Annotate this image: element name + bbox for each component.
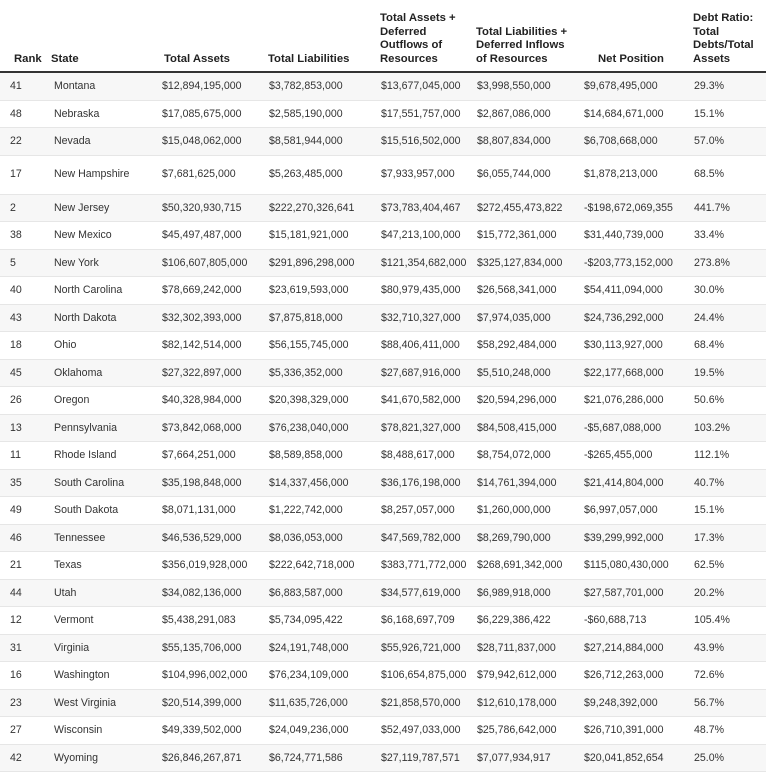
- header-net-position[interactable]: Net Position: [578, 0, 688, 72]
- cell-total-assets: $49,339,502,000: [156, 717, 263, 745]
- cell-total-assets-deferred: $32,710,327,000: [375, 304, 471, 332]
- cell-total-assets-deferred: $21,858,570,000: [375, 689, 471, 717]
- cell-total-liabilities-deferred: $8,269,790,000: [471, 524, 578, 552]
- cell-total-assets: $7,681,625,000: [156, 155, 263, 194]
- cell-state: Ohio: [46, 332, 156, 360]
- cell-total-liabilities: $15,181,921,000: [263, 222, 375, 250]
- cell-total-liabilities-deferred: $28,711,837,000: [471, 634, 578, 662]
- cell-total-liabilities: $20,398,329,000: [263, 387, 375, 415]
- cell-debt-ratio: 441.7%: [688, 194, 766, 222]
- table-row: [0, 744, 766, 772]
- cell-state: Wisconsin: [46, 717, 156, 745]
- cell-total-liabilities-deferred: $7,974,035,000: [471, 304, 578, 332]
- cell-net-position: $9,678,495,000: [578, 72, 688, 100]
- cell-state: Vermont: [46, 607, 156, 635]
- table-row: [0, 277, 766, 305]
- cell-net-position: $31,440,739,000: [578, 222, 688, 250]
- cell-total-assets: $82,142,514,000: [156, 332, 263, 360]
- cell-total-liabilities-deferred: $20,594,296,000: [471, 387, 578, 415]
- table-body: [0, 72, 766, 772]
- cell-state: West Virginia: [46, 689, 156, 717]
- cell-debt-ratio: 33.4%: [688, 222, 766, 250]
- header-debt-ratio[interactable]: Debt Ratio: Total Debts/Total Assets: [688, 0, 766, 72]
- cell-total-assets: $12,894,195,000: [156, 72, 263, 100]
- cell-total-liabilities-deferred: $8,807,834,000: [471, 128, 578, 156]
- cell-debt-ratio: 40.7%: [688, 469, 766, 497]
- cell-total-liabilities: $3,782,853,000: [263, 72, 375, 100]
- cell-total-assets-deferred: $8,488,617,000: [375, 442, 471, 470]
- cell-total-liabilities-deferred: $2,867,086,000: [471, 100, 578, 128]
- cell-rank: 38: [0, 222, 46, 250]
- cell-total-liabilities: $76,234,109,000: [263, 662, 375, 690]
- cell-total-liabilities: $7,875,818,000: [263, 304, 375, 332]
- cell-net-position: -$60,688,713: [578, 607, 688, 635]
- cell-total-assets-deferred: $34,577,619,000: [375, 579, 471, 607]
- cell-total-assets-deferred: $47,569,782,000: [375, 524, 471, 552]
- cell-total-assets-deferred: $78,821,327,000: [375, 414, 471, 442]
- table-row: [0, 128, 766, 156]
- cell-net-position: -$203,773,152,000: [578, 249, 688, 277]
- cell-debt-ratio: 105.4%: [688, 607, 766, 635]
- cell-total-liabilities-deferred: $26,568,341,000: [471, 277, 578, 305]
- cell-net-position: $6,997,057,000: [578, 497, 688, 525]
- cell-debt-ratio: 56.7%: [688, 689, 766, 717]
- cell-state: Washington: [46, 662, 156, 690]
- table-header: [0, 0, 766, 72]
- cell-debt-ratio: 72.6%: [688, 662, 766, 690]
- cell-total-liabilities: $8,589,858,000: [263, 442, 375, 470]
- cell-debt-ratio: 112.1%: [688, 442, 766, 470]
- cell-state: Montana: [46, 72, 156, 100]
- cell-total-assets: $35,198,848,000: [156, 469, 263, 497]
- cell-net-position: $27,587,701,000: [578, 579, 688, 607]
- cell-total-assets: $55,135,706,000: [156, 634, 263, 662]
- cell-rank: 49: [0, 497, 46, 525]
- cell-state: Virginia: [46, 634, 156, 662]
- cell-rank: 17: [0, 155, 46, 194]
- cell-total-liabilities: $5,263,485,000: [263, 155, 375, 194]
- cell-total-assets-deferred: $80,979,435,000: [375, 277, 471, 305]
- cell-total-liabilities: $24,049,236,000: [263, 717, 375, 745]
- cell-state: Tennessee: [46, 524, 156, 552]
- table-row: [0, 414, 766, 442]
- table-row: [0, 607, 766, 635]
- cell-total-liabilities: $56,155,745,000: [263, 332, 375, 360]
- cell-total-liabilities: $222,270,326,641: [263, 194, 375, 222]
- cell-debt-ratio: 25.0%: [688, 744, 766, 772]
- cell-total-assets: $78,669,242,000: [156, 277, 263, 305]
- cell-total-liabilities-deferred: $325,127,834,000: [471, 249, 578, 277]
- cell-total-liabilities-deferred: $25,786,642,000: [471, 717, 578, 745]
- table-row: [0, 359, 766, 387]
- cell-state: South Carolina: [46, 469, 156, 497]
- cell-total-liabilities-deferred: $268,691,342,000: [471, 552, 578, 580]
- cell-total-assets: $17,085,675,000: [156, 100, 263, 128]
- cell-debt-ratio: 15.1%: [688, 497, 766, 525]
- cell-total-liabilities-deferred: $272,455,473,822: [471, 194, 578, 222]
- cell-debt-ratio: 57.0%: [688, 128, 766, 156]
- cell-net-position: $26,712,263,000: [578, 662, 688, 690]
- cell-total-assets: $356,019,928,000: [156, 552, 263, 580]
- cell-total-liabilities-deferred: $79,942,612,000: [471, 662, 578, 690]
- cell-total-assets: $34,082,136,000: [156, 579, 263, 607]
- cell-rank: 5: [0, 249, 46, 277]
- cell-state: Oklahoma: [46, 359, 156, 387]
- cell-total-assets: $73,842,068,000: [156, 414, 263, 442]
- header-state[interactable]: State: [46, 0, 156, 72]
- cell-net-position: $20,041,852,654: [578, 744, 688, 772]
- cell-rank: 22: [0, 128, 46, 156]
- header-total-liabilities-deferred[interactable]: Total Liabilities + Deferred Inflows of Resources: [471, 0, 578, 72]
- table-row: [0, 689, 766, 717]
- cell-debt-ratio: 20.2%: [688, 579, 766, 607]
- cell-total-liabilities: $5,336,352,000: [263, 359, 375, 387]
- cell-state: New York: [46, 249, 156, 277]
- cell-total-assets-deferred: $41,670,582,000: [375, 387, 471, 415]
- cell-total-assets: $5,438,291,083: [156, 607, 263, 635]
- cell-total-liabilities-deferred: $14,761,394,000: [471, 469, 578, 497]
- cell-net-position: $9,248,392,000: [578, 689, 688, 717]
- cell-total-assets-deferred: $27,687,916,000: [375, 359, 471, 387]
- table-row: [0, 155, 766, 194]
- table-row: [0, 304, 766, 332]
- header-total-assets[interactable]: Total Assets: [156, 0, 263, 72]
- cell-total-assets: $27,322,897,000: [156, 359, 263, 387]
- cell-total-assets-deferred: $8,257,057,000: [375, 497, 471, 525]
- cell-rank: 11: [0, 442, 46, 470]
- cell-rank: 41: [0, 72, 46, 100]
- cell-net-position: $54,411,094,000: [578, 277, 688, 305]
- cell-state: Pennsylvania: [46, 414, 156, 442]
- cell-net-position: -$198,672,069,355: [578, 194, 688, 222]
- cell-total-liabilities: $14,337,456,000: [263, 469, 375, 497]
- cell-rank: 18: [0, 332, 46, 360]
- cell-total-assets: $7,664,251,000: [156, 442, 263, 470]
- table-row: [0, 387, 766, 415]
- cell-total-liabilities-deferred: $7,077,934,917: [471, 744, 578, 772]
- cell-total-assets-deferred: $17,551,757,000: [375, 100, 471, 128]
- header-rank[interactable]: Rank: [0, 0, 46, 72]
- header-row: [0, 0, 766, 72]
- cell-state: New Jersey: [46, 194, 156, 222]
- cell-total-assets-deferred: $7,933,957,000: [375, 155, 471, 194]
- cell-debt-ratio: 48.7%: [688, 717, 766, 745]
- cell-total-liabilities-deferred: $58,292,484,000: [471, 332, 578, 360]
- cell-net-position: $24,736,292,000: [578, 304, 688, 332]
- cell-total-liabilities-deferred: $84,508,415,000: [471, 414, 578, 442]
- cell-total-assets: $32,302,393,000: [156, 304, 263, 332]
- cell-rank: 21: [0, 552, 46, 580]
- cell-total-assets-deferred: $6,168,697,709: [375, 607, 471, 635]
- cell-total-assets: $46,536,529,000: [156, 524, 263, 552]
- cell-total-liabilities-deferred: $6,229,386,422: [471, 607, 578, 635]
- cell-net-position: $6,708,668,000: [578, 128, 688, 156]
- table-row: [0, 72, 766, 100]
- cell-rank: 27: [0, 717, 46, 745]
- cell-total-liabilities: $24,191,748,000: [263, 634, 375, 662]
- cell-total-assets-deferred: $47,213,100,000: [375, 222, 471, 250]
- cell-net-position: $1,878,213,000: [578, 155, 688, 194]
- table-row: [0, 194, 766, 222]
- cell-rank: 45: [0, 359, 46, 387]
- header-total-liabilities[interactable]: Total Liabilities: [263, 0, 375, 72]
- cell-total-assets: $20,514,399,000: [156, 689, 263, 717]
- cell-total-assets-deferred: $52,497,033,000: [375, 717, 471, 745]
- cell-debt-ratio: 30.0%: [688, 277, 766, 305]
- table-row: [0, 634, 766, 662]
- table-row: [0, 524, 766, 552]
- table-row: [0, 332, 766, 360]
- cell-total-assets-deferred: $55,926,721,000: [375, 634, 471, 662]
- cell-net-position: -$265,455,000: [578, 442, 688, 470]
- cell-total-liabilities: $23,619,593,000: [263, 277, 375, 305]
- cell-debt-ratio: 273.8%: [688, 249, 766, 277]
- cell-total-liabilities: $1,222,742,000: [263, 497, 375, 525]
- cell-total-liabilities: $6,724,771,586: [263, 744, 375, 772]
- cell-total-liabilities: $76,238,040,000: [263, 414, 375, 442]
- table-row: [0, 222, 766, 250]
- cell-rank: 43: [0, 304, 46, 332]
- cell-net-position: $115,080,430,000: [578, 552, 688, 580]
- cell-net-position: -$5,687,088,000: [578, 414, 688, 442]
- table-row: [0, 717, 766, 745]
- cell-total-liabilities: $11,635,726,000: [263, 689, 375, 717]
- table-row: [0, 662, 766, 690]
- cell-rank: 46: [0, 524, 46, 552]
- cell-debt-ratio: 68.4%: [688, 332, 766, 360]
- cell-total-liabilities: $2,585,190,000: [263, 100, 375, 128]
- cell-total-liabilities: $5,734,095,422: [263, 607, 375, 635]
- cell-rank: 40: [0, 277, 46, 305]
- cell-total-assets-deferred: $106,654,875,000: [375, 662, 471, 690]
- table-row: [0, 100, 766, 128]
- header-total-assets-deferred[interactable]: Total Assets + Deferred Outflows of Resources: [375, 0, 471, 72]
- cell-total-liabilities: $222,642,718,000: [263, 552, 375, 580]
- cell-total-assets: $40,328,984,000: [156, 387, 263, 415]
- cell-state: Oregon: [46, 387, 156, 415]
- cell-net-position: $26,710,391,000: [578, 717, 688, 745]
- cell-debt-ratio: 15.1%: [688, 100, 766, 128]
- cell-total-liabilities: $8,036,053,000: [263, 524, 375, 552]
- cell-state: Rhode Island: [46, 442, 156, 470]
- cell-total-liabilities: $8,581,944,000: [263, 128, 375, 156]
- cell-rank: 35: [0, 469, 46, 497]
- cell-total-assets-deferred: $73,783,404,467: [375, 194, 471, 222]
- cell-net-position: $39,299,992,000: [578, 524, 688, 552]
- cell-total-assets-deferred: $121,354,682,000: [375, 249, 471, 277]
- cell-total-liabilities-deferred: $12,610,178,000: [471, 689, 578, 717]
- cell-rank: 13: [0, 414, 46, 442]
- cell-debt-ratio: 17.3%: [688, 524, 766, 552]
- cell-debt-ratio: 29.3%: [688, 72, 766, 100]
- cell-total-assets-deferred: $15,516,502,000: [375, 128, 471, 156]
- cell-total-assets-deferred: $88,406,411,000: [375, 332, 471, 360]
- cell-total-assets: $15,048,062,000: [156, 128, 263, 156]
- cell-total-assets-deferred: $27,119,787,571: [375, 744, 471, 772]
- cell-state: New Mexico: [46, 222, 156, 250]
- cell-total-liabilities-deferred: $3,998,550,000: [471, 72, 578, 100]
- cell-net-position: $21,076,286,000: [578, 387, 688, 415]
- cell-total-liabilities-deferred: $15,772,361,000: [471, 222, 578, 250]
- cell-state: Nevada: [46, 128, 156, 156]
- cell-total-assets: $104,996,002,000: [156, 662, 263, 690]
- cell-rank: 26: [0, 387, 46, 415]
- cell-state: North Dakota: [46, 304, 156, 332]
- cell-net-position: $30,113,927,000: [578, 332, 688, 360]
- cell-state: Wyoming: [46, 744, 156, 772]
- cell-debt-ratio: 19.5%: [688, 359, 766, 387]
- cell-state: Utah: [46, 579, 156, 607]
- cell-debt-ratio: 103.2%: [688, 414, 766, 442]
- cell-total-assets: $106,607,805,000: [156, 249, 263, 277]
- cell-total-liabilities-deferred: $6,055,744,000: [471, 155, 578, 194]
- table-row: [0, 442, 766, 470]
- cell-state: Nebraska: [46, 100, 156, 128]
- cell-total-assets: $50,320,930,715: [156, 194, 263, 222]
- cell-debt-ratio: 43.9%: [688, 634, 766, 662]
- cell-rank: 48: [0, 100, 46, 128]
- cell-total-assets-deferred: $383,771,772,000: [375, 552, 471, 580]
- cell-net-position: $27,214,884,000: [578, 634, 688, 662]
- cell-total-assets: $45,497,487,000: [156, 222, 263, 250]
- cell-rank: 31: [0, 634, 46, 662]
- cell-state: Texas: [46, 552, 156, 580]
- cell-net-position: $21,414,804,000: [578, 469, 688, 497]
- cell-total-assets-deferred: $36,176,198,000: [375, 469, 471, 497]
- cell-total-assets: $26,846,267,871: [156, 744, 263, 772]
- table-row: [0, 469, 766, 497]
- table-row: [0, 552, 766, 580]
- cell-total-liabilities-deferred: $1,260,000,000: [471, 497, 578, 525]
- cell-debt-ratio: 50.6%: [688, 387, 766, 415]
- cell-rank: 42: [0, 744, 46, 772]
- cell-debt-ratio: 68.5%: [688, 155, 766, 194]
- cell-total-liabilities: $6,883,587,000: [263, 579, 375, 607]
- cell-total-liabilities-deferred: $5,510,248,000: [471, 359, 578, 387]
- table-row: [0, 249, 766, 277]
- cell-debt-ratio: 62.5%: [688, 552, 766, 580]
- cell-rank: 2: [0, 194, 46, 222]
- cell-state: South Dakota: [46, 497, 156, 525]
- table-row: [0, 497, 766, 525]
- cell-net-position: $22,177,668,000: [578, 359, 688, 387]
- cell-state: North Carolina: [46, 277, 156, 305]
- cell-rank: 44: [0, 579, 46, 607]
- table-row: [0, 579, 766, 607]
- cell-rank: 12: [0, 607, 46, 635]
- cell-total-assets-deferred: $13,677,045,000: [375, 72, 471, 100]
- cell-total-liabilities-deferred: $6,989,918,000: [471, 579, 578, 607]
- cell-total-liabilities-deferred: $8,754,072,000: [471, 442, 578, 470]
- cell-rank: 23: [0, 689, 46, 717]
- cell-state: New Hampshire: [46, 155, 156, 194]
- cell-net-position: $14,684,671,000: [578, 100, 688, 128]
- cell-total-liabilities: $291,896,298,000: [263, 249, 375, 277]
- cell-total-assets: $8,071,131,000: [156, 497, 263, 525]
- cell-debt-ratio: 24.4%: [688, 304, 766, 332]
- cell-rank: 16: [0, 662, 46, 690]
